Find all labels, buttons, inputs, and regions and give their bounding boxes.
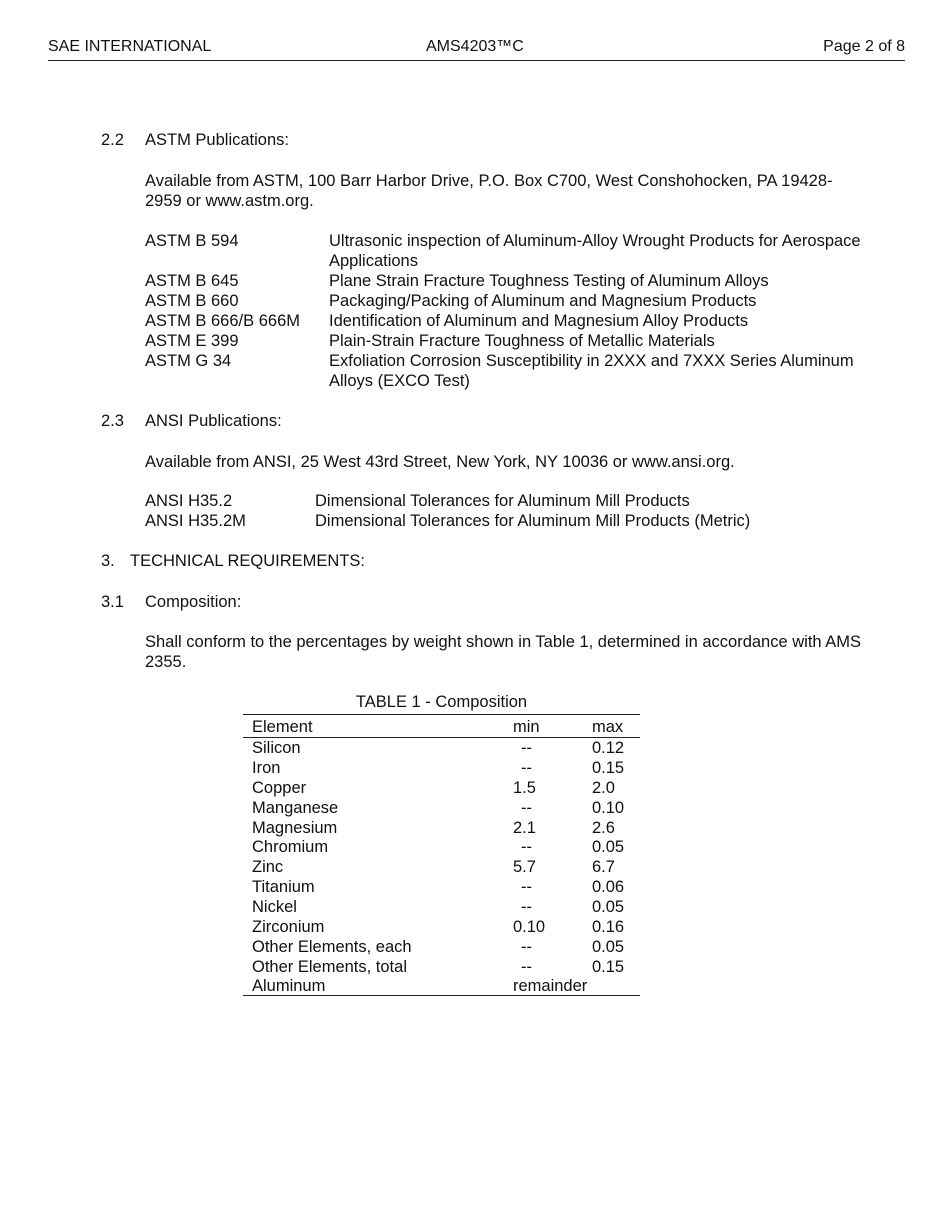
reference-code: ANSI H35.2 [145,492,233,510]
reference-code: ANSI H35.2M [145,512,246,530]
table-bottom-rule [243,995,640,996]
section-number: 3. [101,552,115,570]
table-header-element: Element [252,718,313,736]
table-cell-max: 0.16 [592,918,625,936]
table-cell-element: Titanium [252,878,315,896]
table-cell-element: Nickel [252,898,297,916]
section-title: TECHNICAL REQUIREMENTS: [130,552,365,570]
table-cell-remainder: remainder [513,977,588,995]
table-cell-min: 1.5 [513,779,536,797]
section-number: 3.1 [101,593,124,611]
table-cell-min: -- [521,838,532,856]
document-number: AMS4203™C [426,38,524,55]
table-cell-min: -- [521,739,532,757]
reference-title: Exfoliation Corrosion Susceptibility in 2XXX and 7XXX Series Aluminum Alloys (EXCO Test) [329,352,854,390]
availability-text: Available from ANSI, 25 West 43rd Street, New York, NY 10036 or www.ansi.org. [145,453,735,471]
reference-title: Packaging/Packing of Aluminum and Magnesium Products [329,292,757,310]
reference-code: ASTM B 645 [145,272,239,290]
table-header-max: max [592,718,624,736]
composition-text: Shall conform to the percentages by weight shown in Table 1, determined in accordance with AMS 2355. [145,633,862,671]
availability-text: 2959 or www.astm.org. [145,192,314,210]
table-cell-min: -- [521,938,532,956]
table-cell-element: Other Elements, total [252,958,407,976]
table-cell-min: 2.1 [513,819,536,837]
table-cell-min: 5.7 [513,858,536,876]
table-cell-max: 0.05 [592,898,625,916]
table-header-min: min [513,718,540,736]
reference-title: Dimensional Tolerances for Aluminum Mill Products [315,492,690,510]
table-cell-element: Magnesium [252,819,338,837]
reference-code: ASTM B 594 [145,232,239,250]
table-cell-element: Zinc [252,858,284,876]
table-caption: TABLE 1 - Composition [355,693,528,711]
table-cell-element: Manganese [252,799,339,817]
section-title: ANSI Publications: [145,412,282,430]
reference-code: ASTM E 399 [145,332,239,350]
table-cell-min: -- [521,799,532,817]
table-top-rule [243,714,640,715]
table-cell-min: 0.10 [513,918,546,936]
reference-title: Plain-Strain Fracture Toughness of Metallic Materials [329,332,715,350]
table-cell-element: Silicon [252,739,301,757]
reference-title: Dimensional Tolerances for Aluminum Mill Products (Metric) [315,512,751,530]
reference-code: ASTM B 666/B 666M [145,312,300,330]
table-cell-element: Iron [252,759,281,777]
table-cell-element: Other Elements, each [252,938,412,956]
section-title: Composition: [145,593,242,611]
table-cell-element: Chromium [252,838,329,856]
org-name: SAE INTERNATIONAL [48,38,212,55]
table-cell-max: 0.12 [592,739,625,757]
table-cell-max: 0.15 [592,958,625,976]
table-cell-element: Zirconium [252,918,325,936]
section-title: ASTM Publications: [145,131,289,149]
table-header-rule [243,737,640,738]
section-number: 2.2 [101,131,124,149]
section-number: 2.3 [101,412,124,430]
table-cell-max: 2.0 [592,779,615,797]
table-cell-max: 6.7 [592,858,615,876]
reference-code: ASTM B 660 [145,292,239,310]
table-cell-element: Copper [252,779,307,797]
page-number: Page 2 of 8 [823,38,905,55]
reference-code: ASTM G 34 [145,352,232,370]
table-cell-min: -- [521,958,532,976]
table-cell-min: -- [521,759,532,777]
table-cell-max: 0.15 [592,759,625,777]
table-cell-max: 0.05 [592,838,625,856]
table-cell-max: 0.06 [592,878,625,896]
table-cell-max: 0.05 [592,938,625,956]
table-cell-max: 2.6 [592,819,615,837]
table-cell-min: -- [521,878,532,896]
reference-title: Identification of Aluminum and Magnesium Alloy Products [329,312,749,330]
page-header [48,36,905,61]
table-cell-max: 0.10 [592,799,625,817]
table-cell-min: -- [521,898,532,916]
availability-text: Available from ASTM, 100 Barr Harbor Drive, P.O. Box C700, West Conshohocken, PA 19428- [145,172,833,190]
table-cell-element: Aluminum [252,977,326,995]
reference-title: Ultrasonic inspection of Aluminum-Alloy Wrought Products for Aerospace Applications [329,232,861,270]
reference-title: Plane Strain Fracture Toughness Testing of Aluminum Alloys [329,272,769,290]
